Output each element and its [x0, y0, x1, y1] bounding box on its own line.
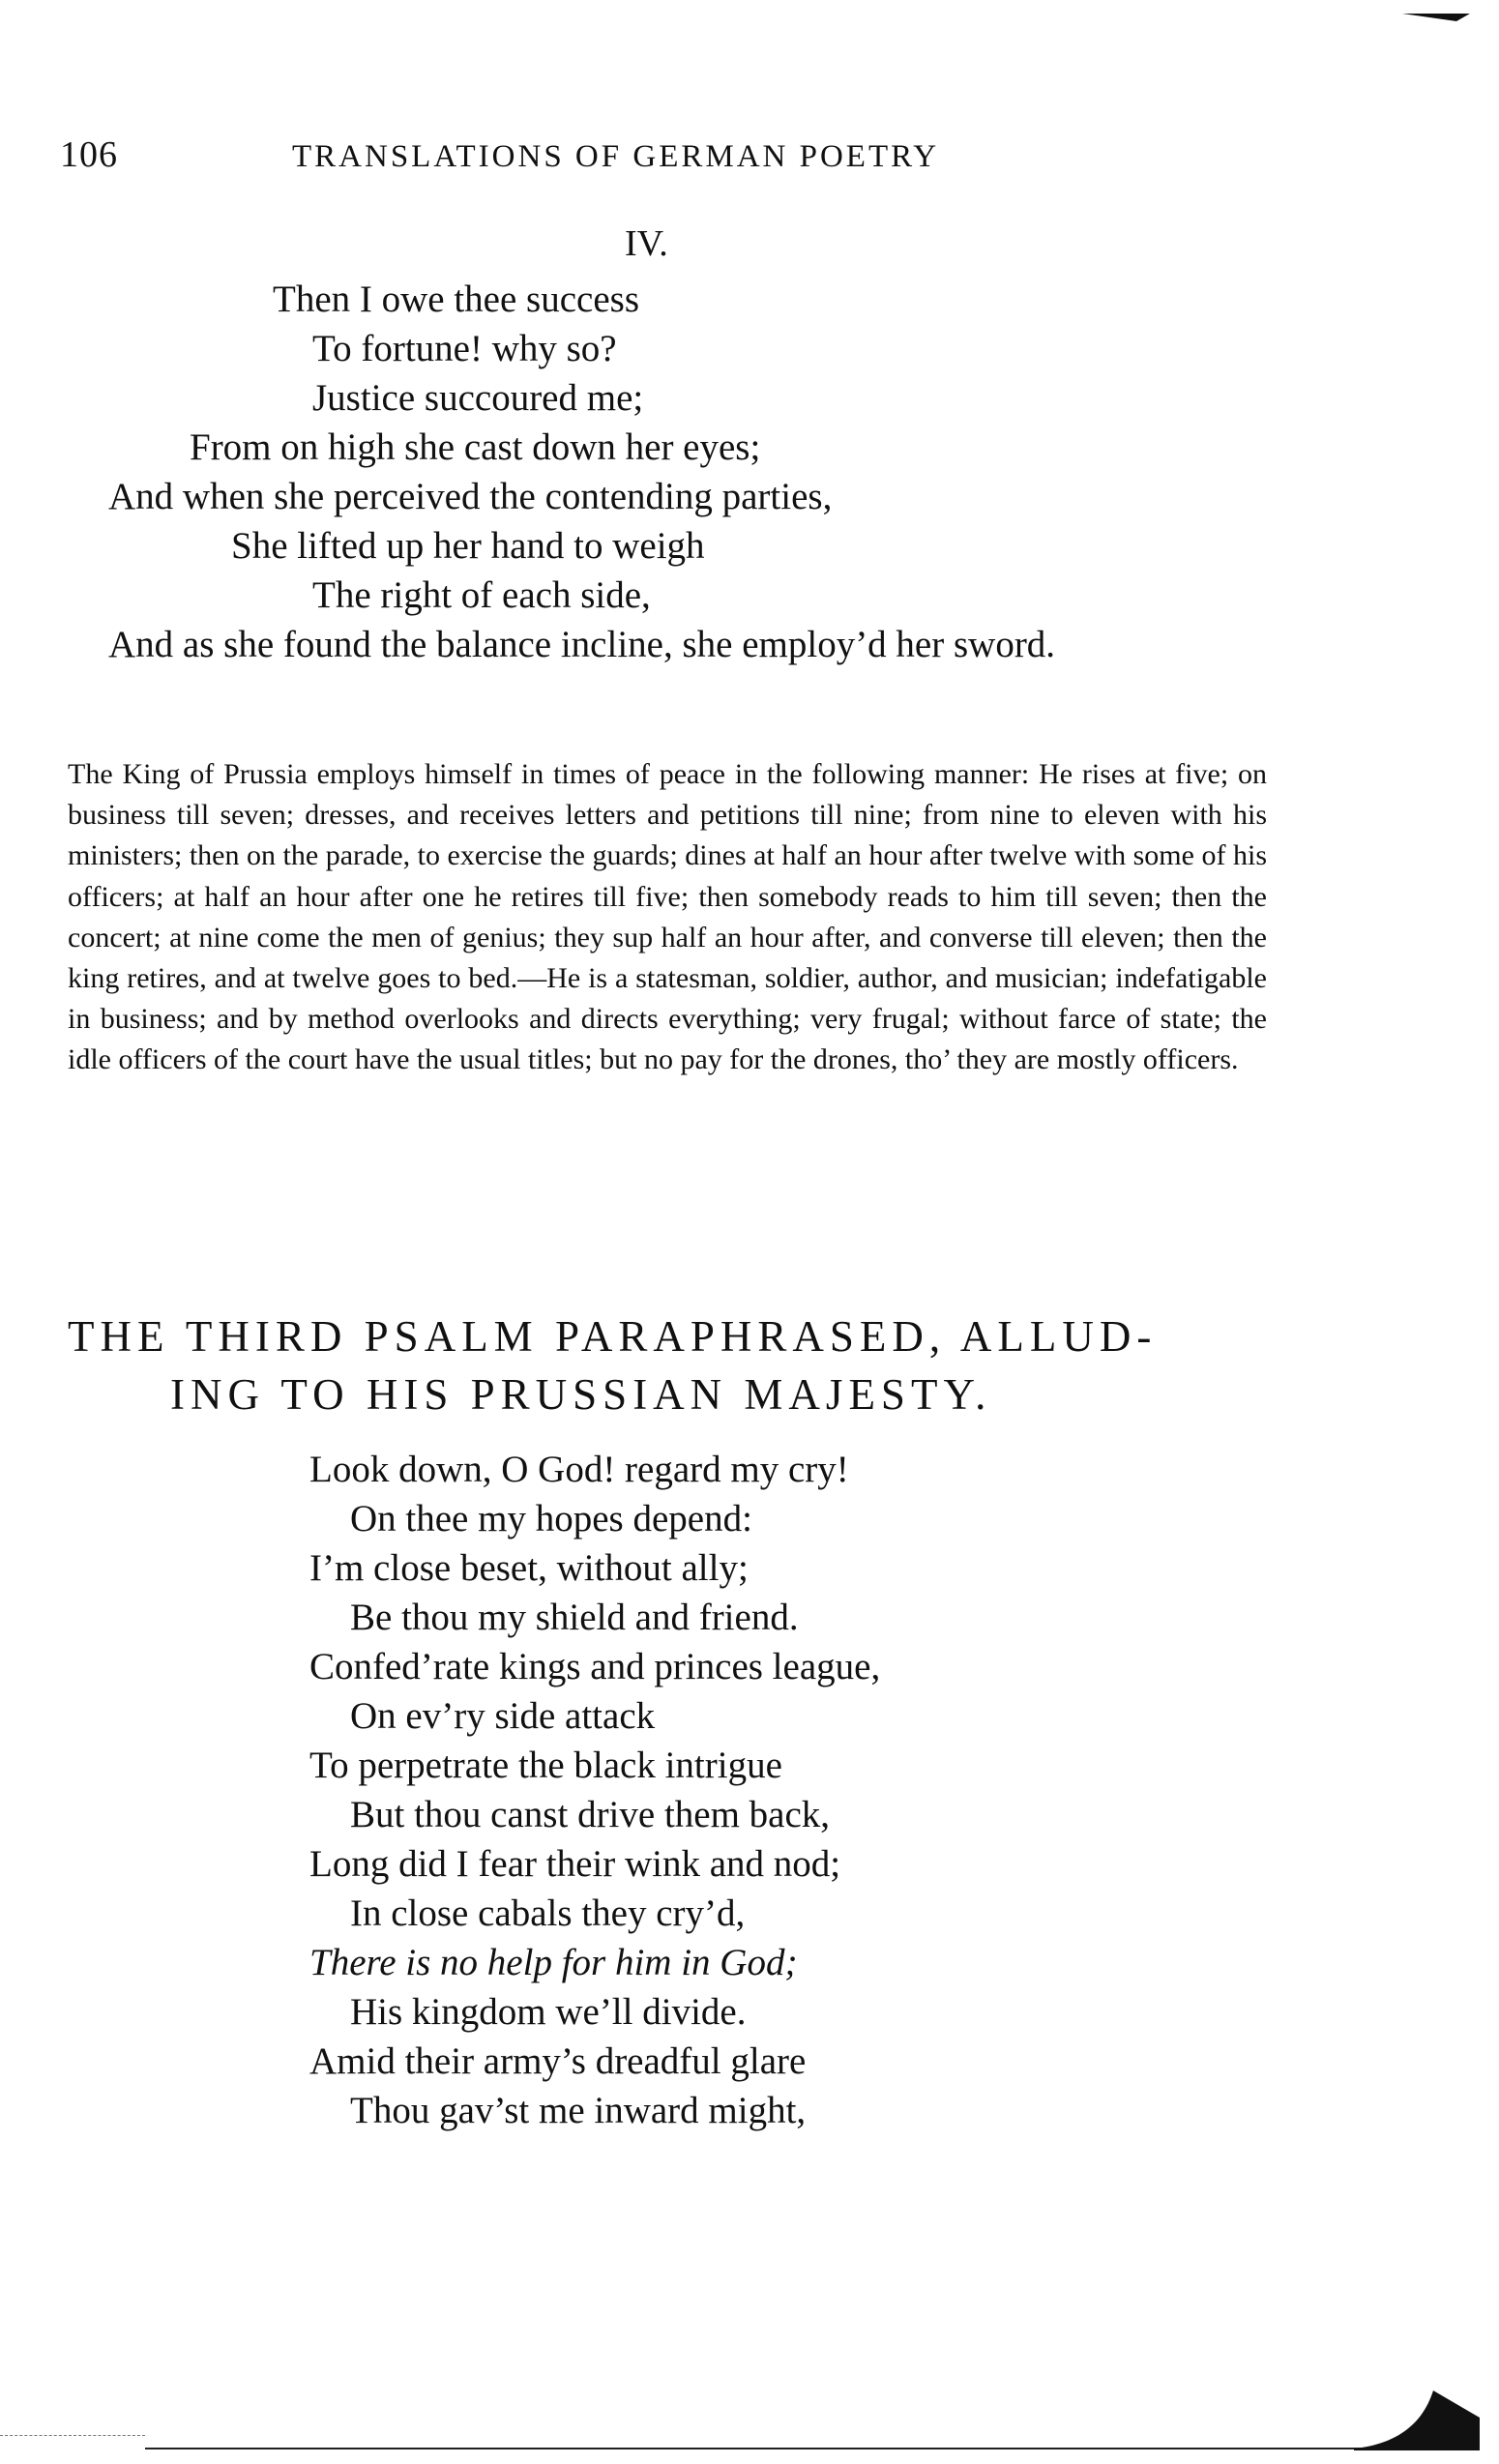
psalm-line: Amid their army’s dreadful glare: [309, 2040, 807, 2082]
stanza-number: IV.: [625, 223, 668, 264]
psalm-line-italic: There is no help for him in God;: [309, 1942, 798, 1983]
psalm-line: Look down, O God! regard my cry!: [309, 1449, 849, 1490]
psalm-title-line-1: THE THIRD PSALM PARAPHRASED, ALLUD-: [68, 1312, 1158, 1361]
stanza-iv-line: From on high she cast down her eyes;: [190, 426, 761, 468]
psalm-line: Thou gav’st me inward might,: [350, 2090, 807, 2131]
psalm-line: Long did I fear their wink and nod;: [309, 1843, 841, 1885]
running-title: TRANSLATIONS OF GERMAN POETRY: [292, 139, 940, 174]
psalm-line: On ev’ry side attack: [350, 1695, 656, 1737]
psalm-title: [68, 1307, 1277, 1423]
stanza-iv-line: The right of each side,: [312, 574, 651, 616]
psalm-line: On thee my hopes depend:: [350, 1498, 752, 1540]
bottom-scan-mark: [1354, 2389, 1480, 2450]
stanza-iv-line: Justice succoured me;: [312, 377, 644, 419]
psalm-title-line-2: ING TO HIS PRUSSIAN MAJESTY.: [170, 1370, 992, 1419]
stanza-iv-line: To fortune! why so?: [312, 328, 617, 369]
corner-scan-mark: [1402, 10, 1470, 21]
stanza-iv-line: And when she perceived the contending parties,: [108, 476, 833, 517]
stanza-iv-line: Then I owe thee success: [273, 279, 640, 320]
prose-note: The King of Prussia employs himself in times of peace in the following manner: He rises at five; on business till seven; dresses, and receives letters and petitions till nine; from nine to eleven with his ministers; then on the parade, to exercise the guards; dines at half an hour after twelve with some of his officers; at half an hour after one he retires till five; then somebody reads to him till seven; then the concert; at nine come the men of genius; they sup half an hour after, and converse till eleven; then the king retires, and at twelve goes to bed.—He is a statesman, soldier, author, and musician; indefatigable in business; and by method overlooks and directs everything; very frugal; without farce of state; the idle officers of the court have the usual titles; but no pay for the drones, tho’ they are mostly officers.: [68, 758, 1267, 1076]
bottom-dashed-rule: [0, 2435, 145, 2436]
psalm-line: His kingdom we’ll divide.: [350, 1991, 747, 2033]
bottom-rule: [145, 2448, 1480, 2449]
psalm-line: Confed’rate kings and princes league,: [309, 1646, 881, 1687]
stanza-iv-line: She lifted up her hand to weigh: [231, 525, 705, 567]
psalm-line: But thou canst drive them back,: [350, 1794, 831, 1835]
psalm-line: To perpetrate the black intrigue: [309, 1745, 782, 1786]
stanza-iv-line: And as she found the balance incline, she employ’d her sword.: [108, 624, 1056, 665]
psalm-line: In close cabals they cry’d,: [350, 1892, 746, 1934]
psalm-line: I’m close beset, without ally;: [309, 1547, 749, 1589]
page-number: 106: [60, 134, 118, 175]
psalm-line: Be thou my shield and friend.: [350, 1597, 799, 1638]
